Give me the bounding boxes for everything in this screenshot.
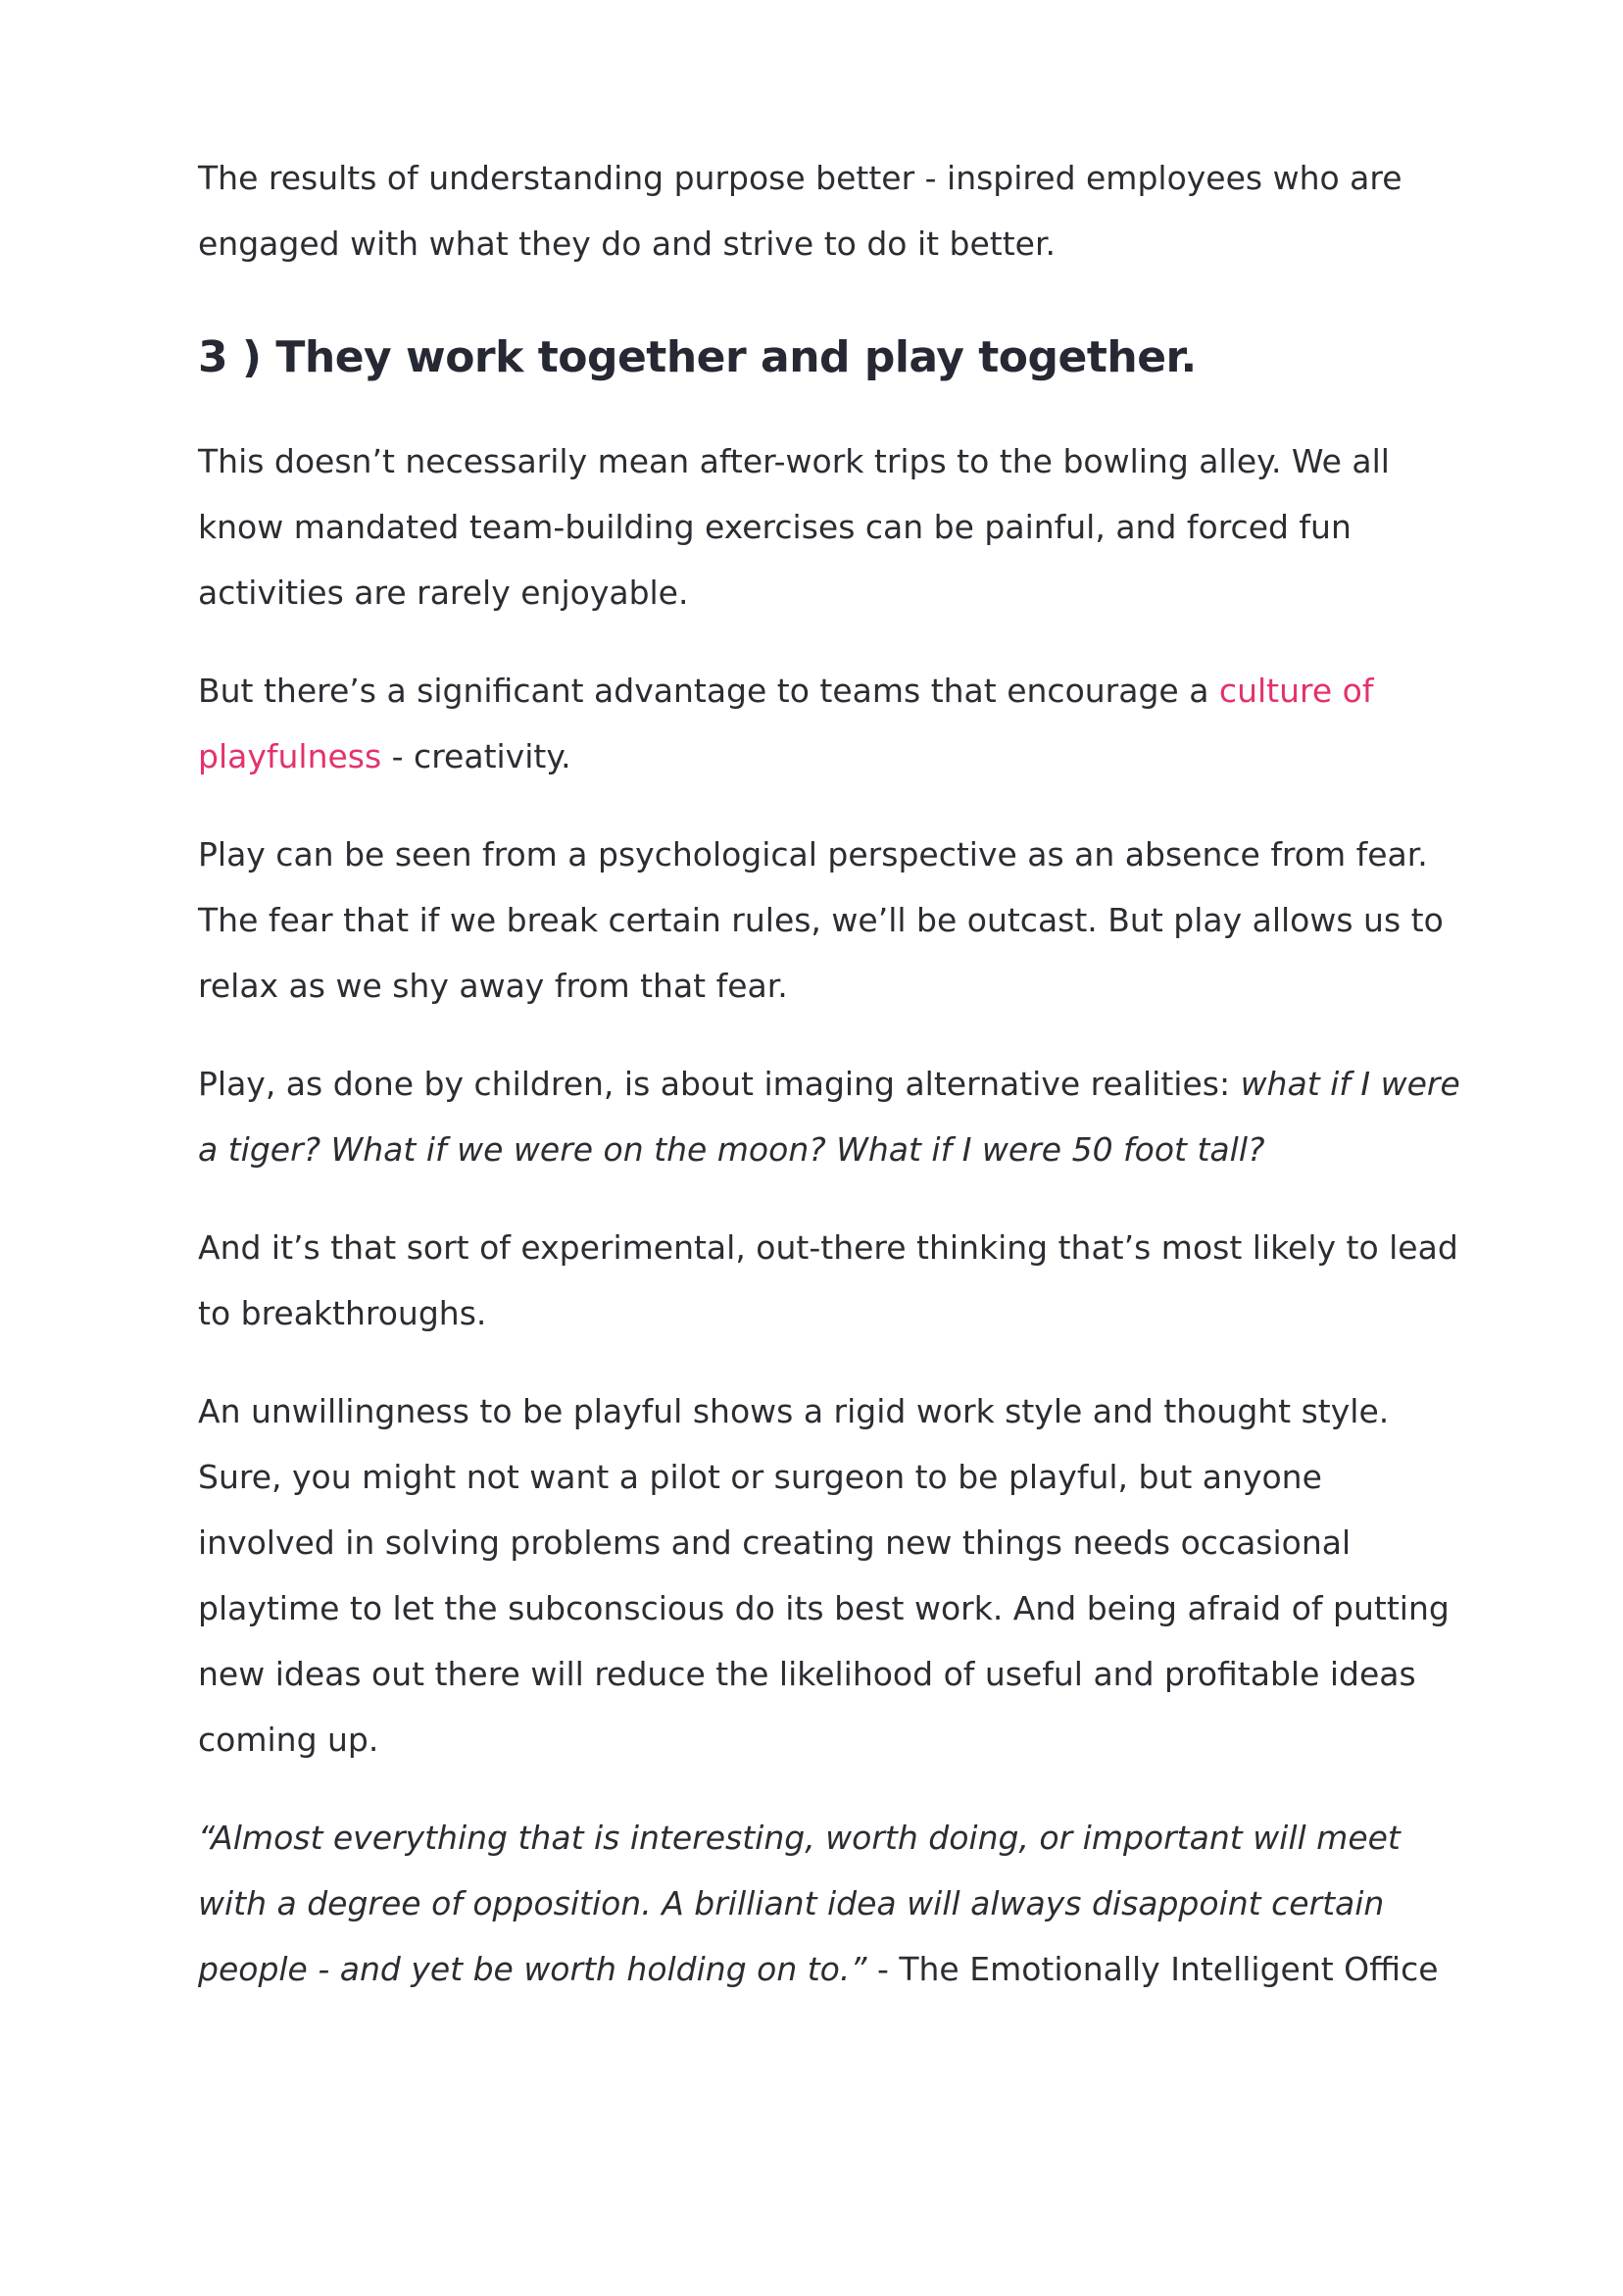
paragraph-breakthroughs: And it’s that sort of experimental, out-there thinking that’s most likely to lead to breakthroughs.: [198, 1228, 1458, 1332]
paragraph-fear: Play can be seen from a psychological perspective as an absence from fear. The fear that if we break certain rules, we’ll be outcast. But play allows us to relax as we shy away from that fear.: [198, 835, 1444, 1005]
paragraph-playfulness: [198, 658, 1462, 789]
paragraph-playfulness-text-end: - creativity.: [381, 737, 571, 775]
paragraph-playfulness-text-start: But there’s a significant advantage to teams that encourage a: [198, 672, 1219, 710]
quote-text: “Almost everything that is interesting, worth doing, or important will meet with a degree of opposition. A brilliant idea will always disappoint certain people - and yet be worth holding on to.”: [198, 1819, 1401, 1988]
paragraph-children-play-italic: what if I were a tiger? What if we were on the moon? What if I were 50 foot tall?: [198, 1065, 1460, 1169]
paragraph-rigid-style: An unwillingness to be playful shows a rigid work style and thought style. Sure, you might not want a pilot or surgeon to be playful, but anyone involved in solving problems and creating new things needs occasional playtime to let the subconscious do its best work. And being afraid of putting new ideas out there will reduce the likelihood of useful and profitable ideas coming up.: [198, 1392, 1450, 1759]
intro-paragraph: The results of understanding purpose better - inspired employees who are engaged with what they do and strive to do it better.: [198, 159, 1402, 263]
paragraph-children-play-text: Play, as done by children, is about imaging alternative realities:: [198, 1065, 1241, 1103]
section-heading: 3 ) They work together and play together.: [198, 332, 1197, 382]
paragraph-children-play: [198, 1051, 1462, 1182]
culture-of-playfulness-link[interactable]: culture of playfulness: [198, 672, 1374, 775]
quote-paragraph: [198, 1805, 1462, 2002]
document-page: [198, 145, 1462, 2034]
paragraph-team-building: This doesn’t necessarily mean after-work trips to the bowling alley. We all know mandated team-building exercises can be painful, and forced fun activities are rarely enjoyable.: [198, 442, 1390, 612]
quote-source: - The Emotionally Intelligent Office: [866, 1950, 1439, 1988]
